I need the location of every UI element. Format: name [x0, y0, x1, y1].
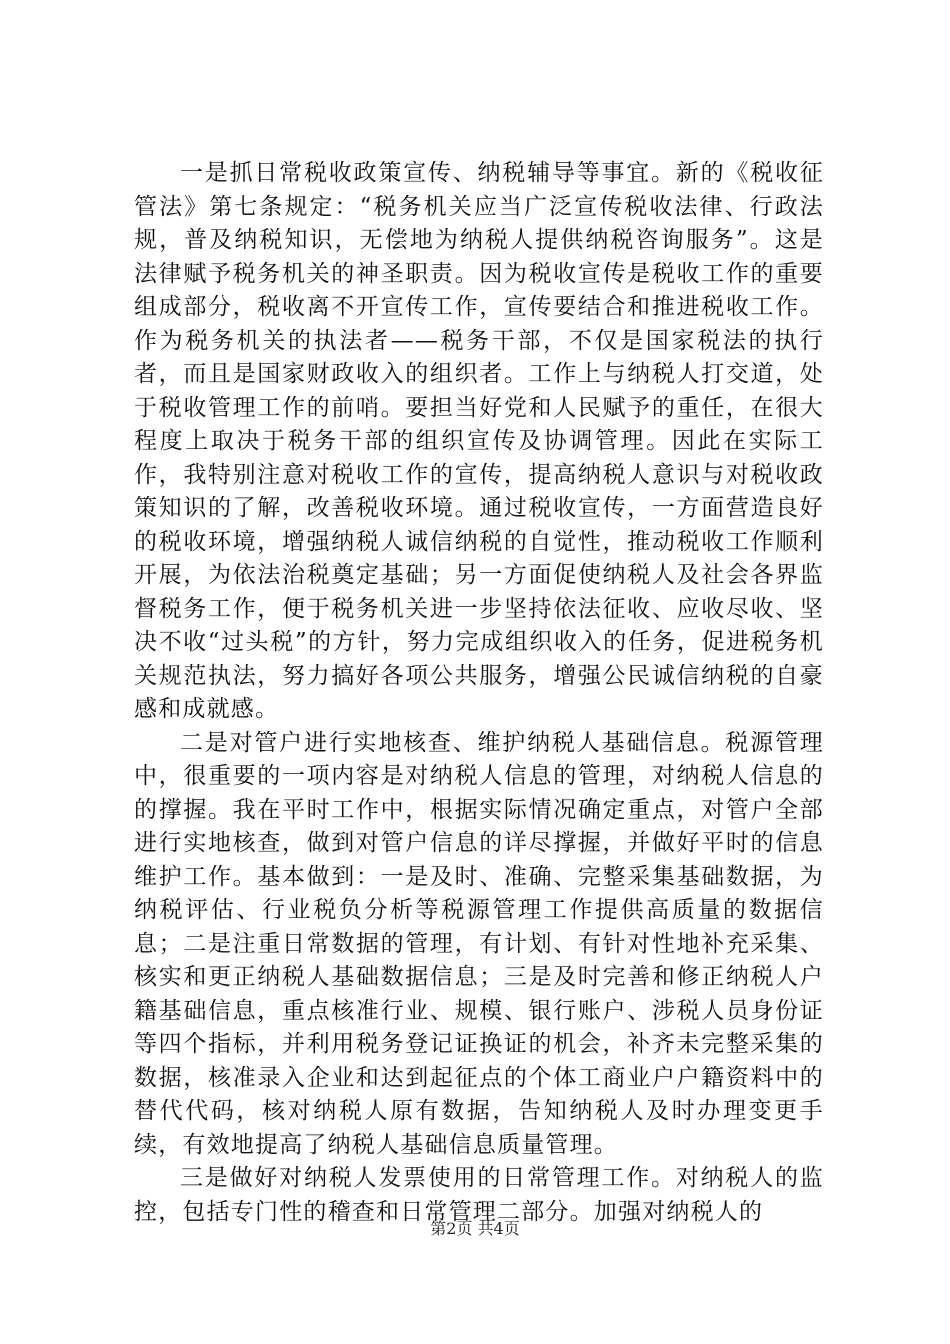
document-body [134, 157, 824, 1229]
paragraph-2: 二是对管户进行实地核查、维护纳税人基础信息。税源管理中，很重要的一项内容是对纳税人信息的管理，对纳税人信息的的撑握。我在平时工作中，根据实际情况确定重点，对管户全部进行实地核查，做到对管户信息的详尽撑握，并做好平时的信息维护工作。基本做到：一是及时、准确、完整采集基础数据，为纳税评估、行业税负分析等税源管理工作提供高质量的数据信息；二是注重日常数据的管理，有计划、有针对性地补充采集、核实和更正纳税人基础数据信息；三是及时完善和修正纳税人户籍基础信息，重点核准行业、规模、银行账户、涉税人员身份证等四个指标，并利用税务登记证换证的机会，补齐未完整采集的数据，核准录入企业和达到起征点的个体工商业户户籍资料中的替代代码，核对纳税人原有数据，告知纳税人及时办理变更手续，有效地提高了纳税人基础信息质量管理。 [134, 729, 824, 1158]
paragraph-3: 三是做好对纳税人发票使用的日常管理工作。对纳税人的监控，包括专门性的稽查和日常管理二部分。加强对纳税人的 [134, 1165, 824, 1225]
paragraph-1: 一是抓日常税收政策宣传、纳税辅导等事宜。新的《税收征管法》第七条规定：“税务机关应当广泛宣传税收法律、行政法规，普及纳税知识，无偿地为纳税人提供纳税咨询服务”。这是法律赋予税务机关的神圣职责。因为税收宣传是税收工作的重要组成部分，税收离不开宣传工作，宣传要结合和推进税收工作。作为税务机关的执法者——税务干部，不仅是国家税法的执行者，而且是国家财政收入的组织者。工作上与纳税人打交道，处于税收管理工作的前哨。要担当好党和人民赋予的重任，在很大程度上取决于税务干部的组织宣传及协调管理。因此在实际工作，我特别注意对税收工作的宣传，提高纳税人意识与对税收政策知识的了解，改善税收环境。通过税收宣传，一方面营造良好的税收环境，增强纳税人诚信纳税的自觉性，推动税收工作顺利开展，为依法治税奠定基础；另一方面促使纳税人及社会各界监督税务工作，便于税务机关进一步坚持依法征收、应收尽收、坚决不收“过头税”的方针，努力完成组织收入的任务，促进税务机关规范执法，努力搞好各项公共服务，增强公民诚信纳税的自豪感和成就感。 [134, 160, 824, 722]
page-number-footer: 第2页 共4页 [430, 1219, 520, 1238]
